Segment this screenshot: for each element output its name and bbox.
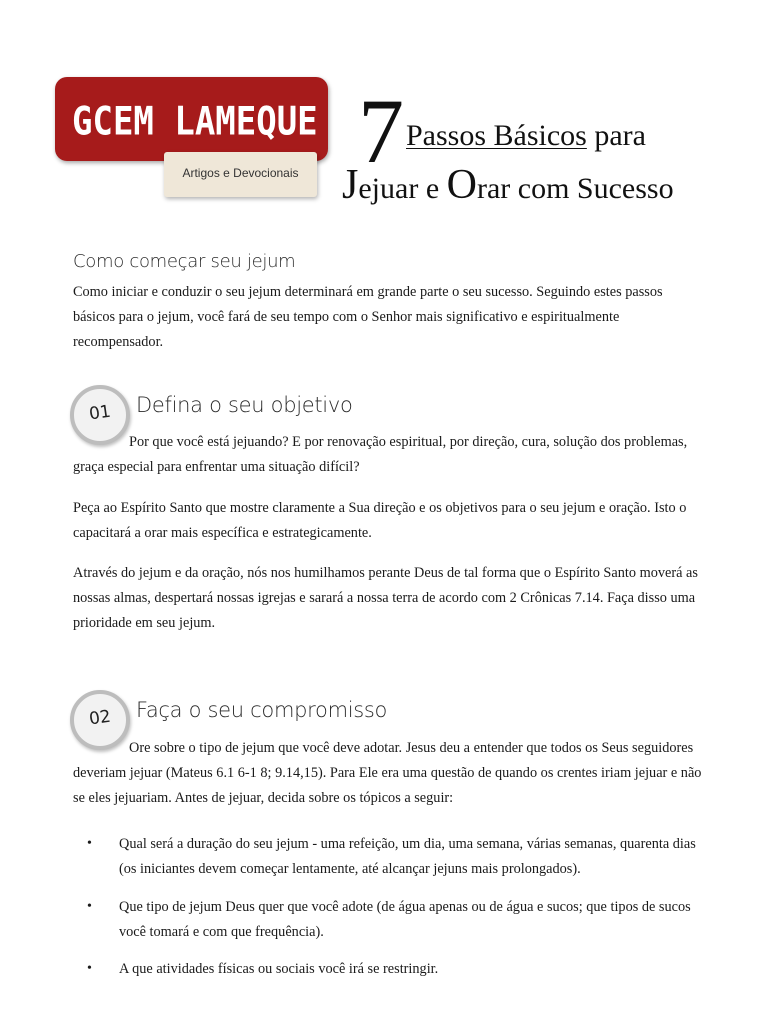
logo-title: GCEM LAMEQUE <box>72 99 318 145</box>
title-line-2-part-b: rar com Sucesso <box>476 172 674 205</box>
bullet-marker: • <box>87 836 92 851</box>
bullet-marker: • <box>87 961 92 976</box>
title-line-1-rest: para <box>586 119 646 152</box>
title-underlined-text: Passos Básicos <box>406 119 587 152</box>
logo-tagline-box <box>164 152 317 197</box>
bullet-marker: • <box>87 899 92 914</box>
title-line-2 <box>342 161 674 209</box>
list-item: Que tipo de jejum Deus quer que você adote (de água apenas ou de água e sucos; que tipos de sucos você tomará e com que frequência). <box>119 899 691 940</box>
step-2-paragraph-1: Ore sobre o tipo de jejum que você deve adotar. Jesus deu a entender que todos os Seus seguidores deveriam jejuar (Mateus 6.1 6-1 8; 9.14,15). Para Ele era uma questão de quando os crentes iriam jejuar e não se eles jejuariam. Antes de jejuar, decida sobre os tópicos a seguir: <box>73 740 702 806</box>
step-2-heading: Faça o seu compromisso <box>136 698 388 722</box>
title-number: 7 <box>358 80 404 182</box>
step-2-number: 02 <box>87 706 113 730</box>
list-item: A que atividades físicas ou sociais você irá se restringir. <box>119 961 439 977</box>
step-1-paragraph-3: Através do jejum e da oração, nós nos humilhamos perante Deus de tal forma que o Espírito Santo moverá as nossas almas, despertará nossas igrejas e sarará a nossa terra de acordo com 2 Crônicas 7.14. Faça disso uma prioridade em seu jejum. <box>73 565 698 631</box>
intro-heading: Como começar seu jejum <box>73 251 296 272</box>
step-1-paragraph-2: Peça ao Espírito Santo que mostre claramente a Sua direção e os objetivos para o seu jejum e oração. Isto o capacitará a orar mais específica e estrategicamente. <box>73 500 687 541</box>
title-initial-j: J <box>342 162 359 208</box>
title-line-2-part-a: ejuar e <box>358 172 447 205</box>
intro-paragraph: Como iniciar e conduzir o seu jejum determinará em grande parte o seu sucesso. Seguindo estes passos básicos para o jejum, você fará de seu tempo com o Senhor mais significativo e espiritualmente recompensador. <box>73 284 663 350</box>
step-1-heading: Defina o seu objetivo <box>136 393 353 417</box>
list-item: Qual será a duração do seu jejum - uma refeição, um dia, uma semana, várias semanas, quarenta dias (os iniciantes devem começar lentamente, até alcançar jejuns mais prolongados). <box>119 836 696 877</box>
title-line-1 <box>406 119 646 153</box>
step-1-number: 01 <box>87 401 113 425</box>
step-1-paragraph-1: Por que você está jejuando? E por renovação espiritual, por direção, cura, solução dos problemas, graça especial para enfrentar uma situação difícil? <box>73 434 688 475</box>
logo-tagline: Artigos e Devocionais <box>182 166 299 180</box>
title-initial-o: O <box>446 162 477 208</box>
